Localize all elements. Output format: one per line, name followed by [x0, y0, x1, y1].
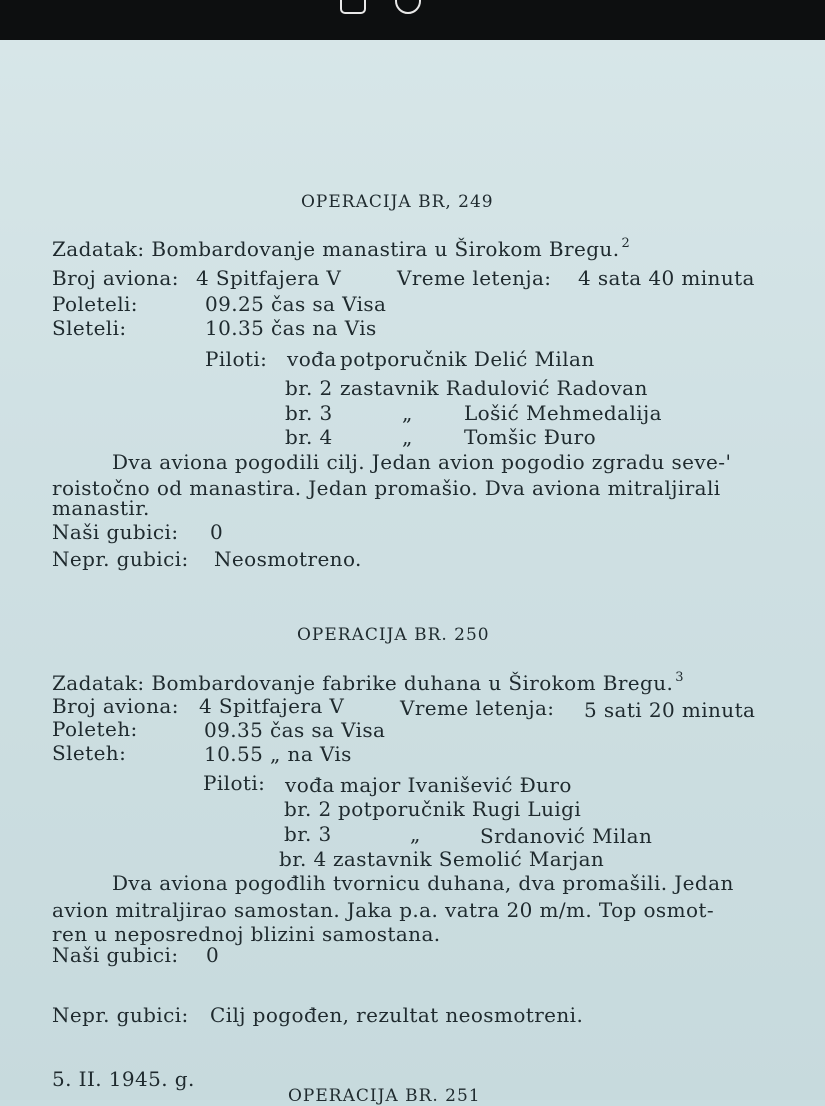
- op250-sleteli-value: 10.55 „ na Vis: [204, 742, 352, 766]
- op250-zadatak-line: [52, 670, 684, 695]
- footnote-ref: 3: [675, 670, 684, 685]
- operation-251-heading: OPERACIJA BR. 251: [288, 1086, 481, 1106]
- op250-pilot-4: zastavnik Semolić Marjan: [333, 847, 605, 871]
- op250-pilot-4-rank: br. 4: [279, 847, 327, 871]
- op249-pilot-3-rank: br. 3: [285, 401, 333, 425]
- op250-broj-label: Broj aviona:: [52, 694, 179, 718]
- op250-poleteli-label: Poleteh:: [52, 717, 138, 741]
- op250-sleteli-label: Sleteh:: [52, 741, 127, 765]
- op250-vreme-value: 5 sati 20 minuta: [584, 698, 756, 722]
- op250-pilot-3-name: Srdanović Milan: [480, 824, 653, 848]
- op249-sleteli-label: Sleteli:: [52, 316, 127, 340]
- op249-poleteli-value: 09.25 čas sa Visa: [205, 292, 387, 316]
- zadatak-text: Bombardovanje fabrike duhana u Širokom Bregu.: [151, 671, 674, 695]
- op249-para-line-1: Dva aviona pogodili cilj. Jedan avion pogodio zgradu seve-': [112, 450, 732, 474]
- device-top-bar: [0, 0, 825, 40]
- op250-nepr-value: Cilj pogođen, rezultat neosmotreni.: [210, 1003, 584, 1027]
- op249-poleteli-label: Poleteli:: [52, 292, 138, 316]
- op250-nasi-label: Naši gubici:: [52, 943, 179, 967]
- op250-piloti-label: Piloti:: [203, 771, 266, 795]
- footnote-ref: 2: [621, 236, 631, 251]
- op250-pilot-2: potporučnik Rugi Luigi: [338, 797, 582, 821]
- op249-pilot-2-rank: br. 2: [285, 376, 333, 400]
- op249-sleteli-value: 10.35 čas na Vis: [205, 316, 377, 340]
- op250-vreme-label: Vreme letenja:: [400, 696, 555, 720]
- op249-pilot-3-ditto: „: [402, 401, 413, 425]
- op250-nasi-value: 0: [206, 943, 220, 967]
- op249-broj-label: Broj aviona:: [52, 266, 179, 290]
- op250-pilot-3-rank: br. 3: [284, 822, 332, 846]
- op249-zadatak-line: [52, 236, 630, 261]
- op249-pilot-4-name: Tomšic Đuro: [464, 425, 597, 449]
- op249-para-line-2: roistočno od manastira. Jedan promašio. Dva aviona mitraljirali: [52, 476, 721, 500]
- op250-pilot-1: major Ivanišević Đuro: [340, 773, 572, 797]
- op249-pilot-4-rank: br. 4: [285, 425, 333, 449]
- op250-para-line-3: ren u neposrednoj blizini samostana.: [52, 922, 441, 946]
- op249-piloti-label: Piloti:: [205, 347, 268, 371]
- op250-pilot-3-ditto: „: [410, 822, 421, 846]
- op250-para-line-2: avion mitraljirao samostan. Jaka p.a. vatra 20 m/m. Top osmot-: [52, 898, 714, 922]
- op249-broj-value: 4 Spitfajera V: [196, 266, 342, 290]
- entry-date: 5. II. 1945. g.: [52, 1067, 195, 1091]
- op250-para-line-1: Dva aviona pogođlih tvornicu duhana, dva promašili. Jedan: [112, 871, 734, 895]
- op250-broj-value: 4 Spitfajera V: [199, 694, 345, 718]
- op250-nepr-label: Nepr. gubici:: [52, 1003, 189, 1027]
- op249-nepr-label: Nepr. gubici:: [52, 547, 189, 571]
- screenshot-icon[interactable]: [340, 0, 366, 14]
- op249-nasi-value: 0: [210, 520, 224, 544]
- op250-poleteli-value: 09.35 čas sa Visa: [204, 718, 386, 742]
- op250-pilot-2-rank: br. 2: [284, 797, 332, 821]
- op249-nepr-value: Neosmotreno.: [214, 547, 362, 571]
- op249-pilot-2: zastavnik Radulović Radovan: [340, 376, 648, 400]
- op249-vreme-value: 4 sata 40 minuta: [578, 266, 755, 290]
- operation-250-heading: OPERACIJA BR. 250: [297, 625, 490, 645]
- op249-pilot-3-name: Lošić Mehmedalija: [464, 401, 662, 425]
- zadatak-text: Bombardovanje manastira u Širokom Bregu.: [151, 237, 620, 261]
- op249-pilot-4-ditto: „: [402, 425, 413, 449]
- op249-pilot-1: potporučnik Delić Milan: [340, 347, 595, 371]
- op249-vreme-label: Vreme letenja:: [397, 266, 552, 290]
- operation-249-heading: OPERACIJA BR, 249: [301, 192, 494, 212]
- op249-para-line-3: manastir.: [52, 496, 150, 520]
- op250-pilot-1-rank: vođa: [285, 773, 335, 797]
- zadatak-label: Zadatak:: [52, 671, 145, 695]
- share-icon[interactable]: [395, 0, 421, 14]
- zadatak-label: Zadatak:: [52, 237, 145, 261]
- op249-pilot-1-rank: vođa: [287, 347, 337, 371]
- op249-nasi-label: Naši gubici:: [52, 520, 179, 544]
